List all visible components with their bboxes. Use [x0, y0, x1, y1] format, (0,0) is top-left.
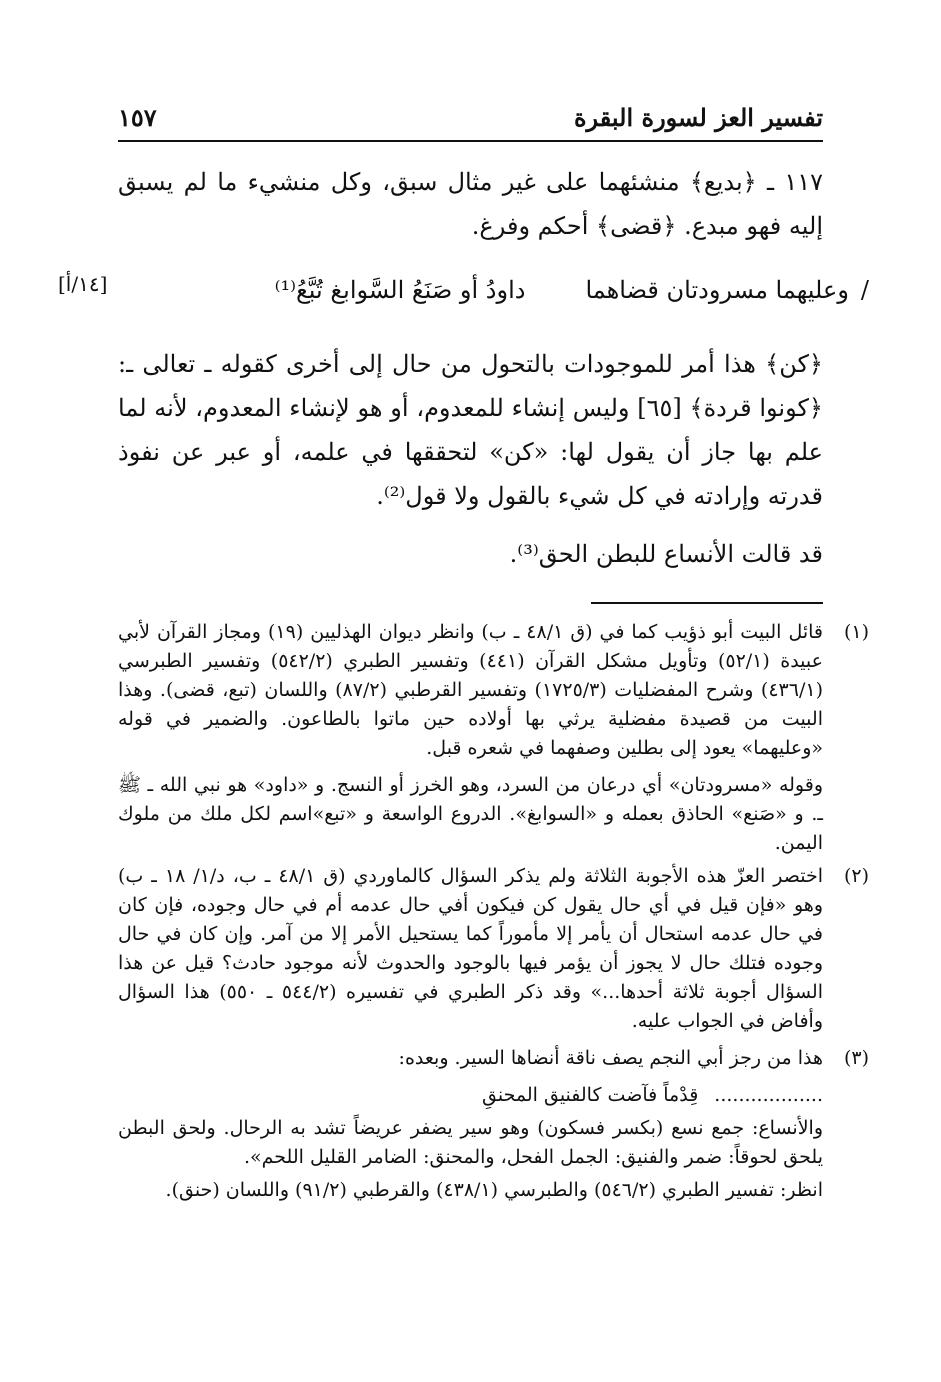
- footnote-number: (١): [843, 621, 869, 643]
- footnote-3-references: انظر: تفسير الطبري (٥٤٦/٢) والطبرسي (٤٣٨/١) والقرطبي (٩١/٢) واللسان (حنق).: [165, 1179, 823, 1201]
- footnote-1-continued: وقوله «مسرودتان» أي درعان من السرد، وهو الخرز أو النسج. و «داود» هو نبي الله ـ ﷺ ـ. و «صَنع» الحاذق بعمله و «السوابغ». الدروع الواسعة و «تبع»اسم لكل ملك من ملوك اليمن.: [118, 774, 823, 854]
- footnote-text: اختصر العزّ هذه الأجوبة الثلاثة ولم يذكر السؤال كالماوردي (ق ٤٨/١ ـ ب، د/١/ ١٨ ـ ب) وهو «فإن قيل في أي حال يقول كن فيكون أفي حال عدمه أم في حال وجوده، فإن كان في حال عدمه استحال أن يأمر إلا مأموراً كما يستحيل الأمر إلا من آمر. وإن كان في حال وجوده فتلك حال لا يجوز أن يؤمر فيها بالوجود والحدوث لأنه موجود حادث؟ قيل عن هذا السؤال أجوبة ثلاثة أحدها...» وقد ذكر الطبري في تفسيره (٥٤٤/٢ ـ ٥٥٠) هذا السؤال وأفاض في الجواب عليه.: [118, 865, 823, 1032]
- footnote-text: قائل البيت أبو ذؤيب كما في (ق ٤٨/١ ـ ب) وانظر ديوان الهذليين (١٩) ومجاز القرآن لأبي عبيدة (٥٢/١) وتأويل مشكل القرآن (٤٤١) وتفسير الطبري (٥٤٢/٢) وتفسير الطبرسي (٤٣٦/١) وشرح المفضليات (١٧٢٥/٣) وتفسير القرطبي (٨٧/٢) واللسان (تبع، قضى). وهذا البيت من قصيدة مفضلية يرثي بها أولاده حين ماتوا بالطاعون. والضمير في قوله «وعليهما» يعود إلى بطلين وصفهما في شعره قبل.: [118, 621, 824, 759]
- header-rule: [118, 140, 823, 142]
- footnote-3-gloss: والأنساع: جمع نسع (بكسر فسكون) وهو سير يضفر عريضاً تشد به الرحال. ولحق البطن يلحق لحوقاً: ضمر والفنيق: الجمل الفحل، والمحنق: الضامر القليل اللحم».: [118, 1117, 823, 1168]
- footnote-1: [118, 618, 869, 767]
- page-number: ١٥٧: [118, 103, 157, 132]
- manuscript-folio-mark: [١٤/أ]: [58, 272, 108, 296]
- footnote-3: [118, 1044, 869, 1077]
- poetry-line: [58, 268, 869, 312]
- running-title: تفسير العز لسورة البقرة: [573, 103, 823, 132]
- footnote-text: هذا من رجز أبي النجم يصف ناقة أنضاها السير. وبعده:: [398, 1047, 823, 1069]
- footnote-number: (٢): [843, 865, 869, 887]
- footnote-separator: [591, 602, 823, 604]
- verse-hemistich-1: وعليهما مسرودتان قضاهما: [585, 276, 849, 304]
- paragraph-badi: ١١٧ ـ ﴿بديع﴾ منشئهما على غير مثال سبق، وكل منشيء ما لم يسبق إليه فهو مبدع. ﴿قضى﴾ أحكم وفرغ.: [118, 168, 823, 240]
- page-header: [118, 96, 823, 132]
- footnote-3-verse: [118, 1081, 869, 1110]
- paragraph-kun: ﴿كن﴾ هذا أمر للموجودات بالتحول من حال إلى أخرى كقوله ـ تعالى ـ: ﴿كونوا قردة﴾ [٦٥] وليس إنشاء للمعدوم، أو هو لإنشاء المعدوم، لأنه لما علم بها جاز أن يقول لها: «كن» لتحققها في علمه، أو عبر عن نفوذ قدرته وإرادته في كل شيء بالقول ولا قول⁽²⁾.: [118, 350, 823, 510]
- footnote-number: (٣): [843, 1047, 869, 1069]
- verse-hemistich-2: داودُ أو صَنَعُ السَّوابغ تُبَّعُ⁽¹⁾: [274, 276, 526, 304]
- paragraph-ansa: قد قالت الأنساع للبطن الحق⁽³⁾.: [509, 540, 823, 568]
- folio-slash: /: [860, 276, 869, 304]
- footnote-2: [118, 862, 869, 1040]
- footnotes: [118, 618, 869, 1209]
- verse-text: قِدْماً فآضت كالفنيق المحنقِ: [482, 1084, 699, 1106]
- verse-ellipsis: ..................: [714, 1084, 823, 1106]
